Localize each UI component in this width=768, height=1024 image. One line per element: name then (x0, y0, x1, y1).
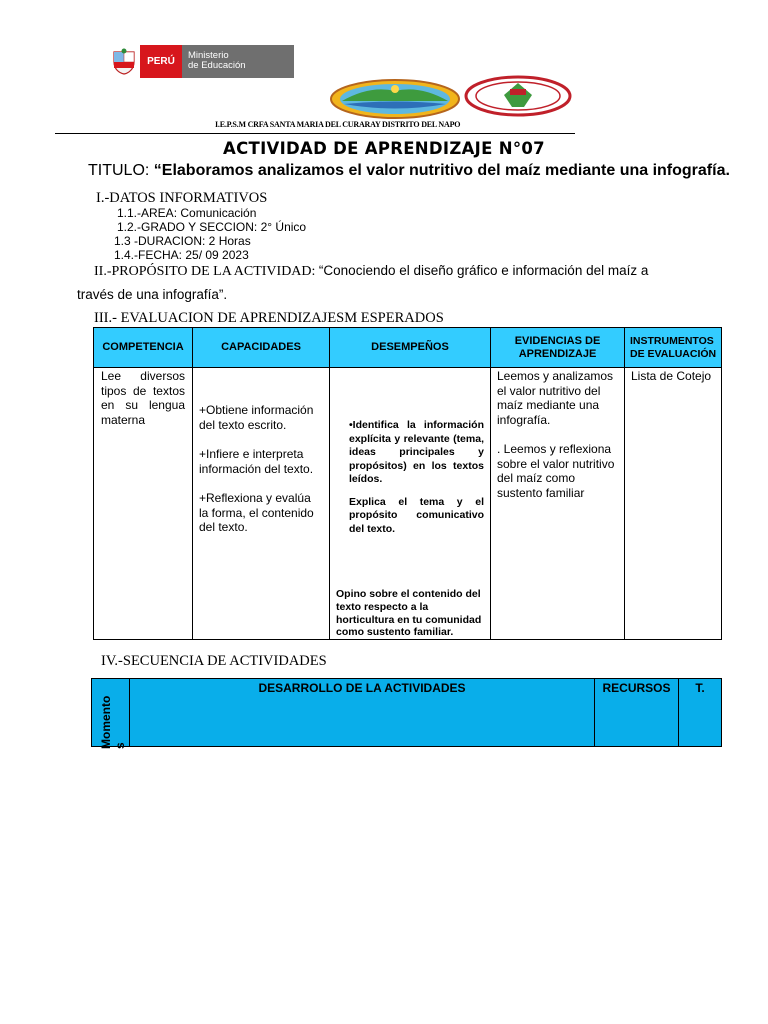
ministry-label (182, 45, 294, 78)
evaluacion-heading: III.- EVALUACION DE APRENDIZAJESM ESPERADOS (94, 310, 444, 326)
datos-fecha: 1.4.-FECHA: 25/ 09 2023 (114, 248, 249, 262)
momentos-column (92, 679, 130, 749)
header-evidencias: EVIDENCIAS DE APRENDIZAJE (491, 328, 624, 368)
proposito-text: “Conociendo el diseño gráfico e información del maíz a (318, 263, 649, 278)
proposito-line (94, 263, 648, 280)
capacidad-item: +Obtiene información del texto escrito. (199, 403, 314, 432)
capacidades-cell (193, 369, 329, 535)
evidencias-cell (491, 369, 624, 500)
momentos-label: Momento s (99, 695, 127, 749)
tiempo-column (679, 679, 721, 746)
momentos-header (99, 689, 127, 749)
evaluation-table (93, 327, 722, 640)
activities-table (91, 678, 722, 747)
header-divider (55, 133, 575, 134)
ministerio-educacion-logo (108, 45, 294, 78)
header-instrumentos: INSTRUMENTOS DE EVALUACIÓN (625, 328, 721, 368)
ministry-line-1: Ministerio (188, 50, 229, 61)
capacidad-item: +Reflexiona y evalúa la forma, el contenido del texto. (199, 491, 314, 534)
datos-grado: 1.2.-GRADO Y SECCION: 2° Único (117, 220, 307, 234)
header-desempenos: DESEMPEÑOS (330, 328, 490, 368)
activity-title-label: TITULO: (88, 162, 154, 179)
evidencia-item: . Leemos y reflexiona sobre el valor nutritivo del maíz como sustento familiar (497, 442, 615, 500)
desempenos-cell (330, 369, 490, 640)
instrumentos-cell: Lista de Cotejo (631, 369, 712, 383)
evidencias-column (491, 328, 625, 639)
page-title: ACTIVIDAD DE APRENDIZAJE N°07 (223, 139, 545, 158)
header-competencia: COMPETENCIA (94, 328, 192, 368)
header-capacidades: CAPACIDADES (193, 328, 329, 368)
desempenos-column (330, 328, 491, 639)
datos-duracion: 1.3 -DURACION: 2 Horas (114, 234, 251, 248)
desempeno-item: •Identifica la información explícita y relevante (tema, ideas principales y propósitos) en los textos leídos. (349, 419, 484, 485)
school-name: I.E.P.S.M CRFA SANTA MARIA DEL CURARAY DISTRITO DEL NAPO (215, 120, 461, 129)
tiempo-header: T. (695, 681, 705, 695)
desarrollo-column (130, 679, 595, 746)
institution-seal-logo (464, 75, 572, 117)
capacidades-column (193, 328, 330, 639)
proposito-heading: II.-PROPÓSITO DE LA ACTIVIDAD: (94, 264, 319, 279)
desempeno-item: Explica el tema y el propósito comunicativo del texto. (349, 495, 484, 535)
secuencia-heading: IV.-SECUENCIA DE ACTIVIDADES (101, 653, 327, 669)
peru-label: PERÚ (140, 45, 182, 78)
competencia-column (94, 328, 193, 639)
datos-area: 1.1.-AREA: Comunicación (117, 206, 257, 220)
activity-title-text: “Elaboramos analizamos el valor nutritivo del maíz mediante una infografía. (153, 162, 730, 179)
recursos-header: RECURSOS (602, 681, 671, 695)
instrumentos-column (625, 328, 721, 639)
capacidad-item: +Infiere e interpreta información del texto. (199, 447, 314, 476)
ministry-line-2: de Educación (188, 60, 246, 71)
datos-heading: I.-DATOS INFORMATIVOS (96, 190, 268, 206)
school-landscape-logo (330, 77, 460, 119)
desempeno-item: Opino sobre el contenido del texto respecto a la horticultura en tu comunidad como sustento familiar. (336, 588, 482, 639)
proposito-text-continued: través de una infografía”. (77, 287, 228, 302)
peru-coat-of-arms-icon (108, 45, 140, 78)
evidencia-item: Leemos y analizamos el valor nutritivo del maíz mediante una infografía. (497, 369, 614, 427)
competencia-cell: Lee diversos tipos de textos en su lengua materna (101, 369, 185, 427)
activity-title (88, 162, 730, 180)
recursos-column (595, 679, 679, 746)
desarrollo-header: DESARROLLO DE LA ACTIVIDADES (258, 681, 466, 695)
